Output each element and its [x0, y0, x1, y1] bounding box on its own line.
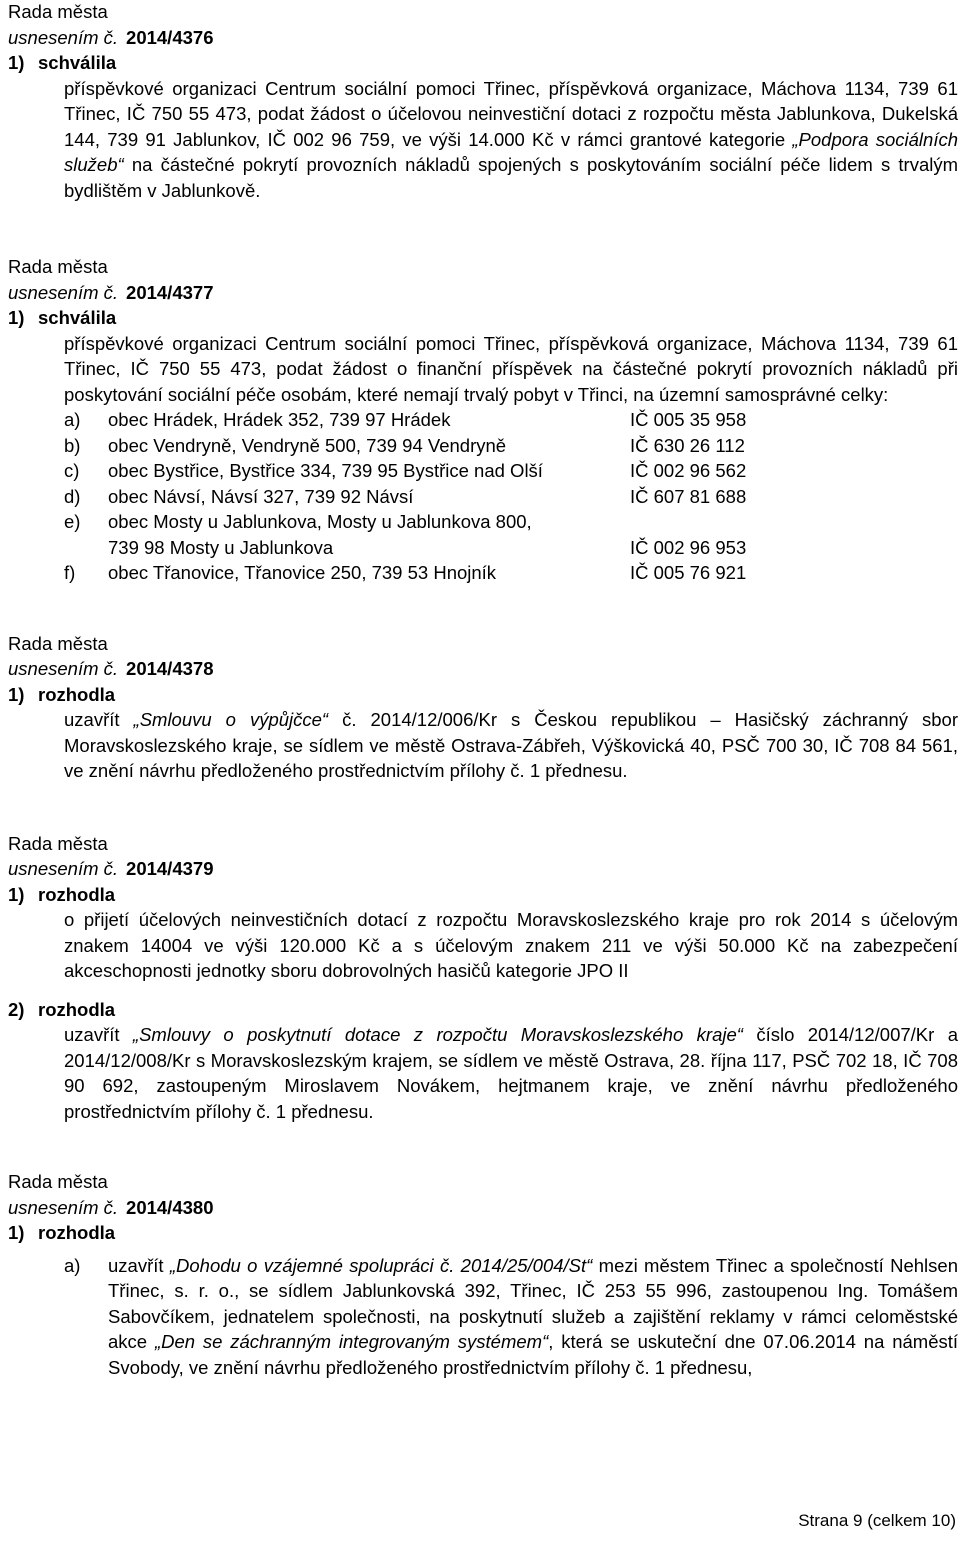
- item-number: 1): [8, 307, 25, 328]
- item-number: 1): [8, 1222, 25, 1243]
- action-heading: [8, 997, 958, 1023]
- resolution-text: příspěvkové organizaci Centrum sociální pomoci Třinec, příspěvková organizace, Máchova 1134, 739 61 Třinec, IČ 750 55 473, podat žádost o finanční příspěvek na částečné pokrytí provozních nákladů při poskytování sociální péče osobám, které nemají trvalý pobyt v Třinci, na územní samosprávné celky:: [64, 332, 958, 405]
- action-verb: schválila: [38, 52, 117, 73]
- grant-category-title: „Podpora sociálních služeb“: [64, 128, 958, 175]
- resolution-block: [8, 1169, 958, 1380]
- item-number: 1): [8, 683, 25, 705]
- page-footer: Strana 9 (celkem 10): [798, 1511, 956, 1530]
- municipality-ic: IČ 630 26 112: [630, 434, 745, 456]
- resolution-block: [8, 631, 958, 784]
- text-part: uzavřít: [64, 1024, 133, 1045]
- text-part: na částečné pokrytí provozních nákladů spojených s poskytováním sociální péče lidem s trvalým bydlištěm v Jablunkově.: [64, 154, 958, 201]
- resolution-number: 2014/4376: [126, 26, 214, 48]
- municipality-ic: IČ 002 96 953: [630, 536, 747, 558]
- resolution-header: [8, 656, 958, 682]
- item-number: 1): [8, 52, 25, 73]
- municipality-ic: IČ 607 81 688: [630, 485, 747, 507]
- list-item: [64, 484, 958, 510]
- council-label: Rada města: [8, 832, 108, 854]
- action-heading: [8, 305, 958, 331]
- list-item: [64, 433, 958, 459]
- municipality-address: obec Hrádek, Hrádek 352, 739 97 Hrádek: [108, 409, 451, 430]
- municipality-ic: IČ 005 35 958: [630, 409, 747, 430]
- action-verb: rozhodla: [38, 883, 116, 905]
- resolution-label: usnesením č.: [8, 658, 119, 679]
- sub-item: [8, 1253, 958, 1381]
- action-heading: [8, 682, 958, 708]
- council-label: Rada města: [8, 632, 108, 654]
- resolution-header: [8, 1195, 958, 1221]
- list-marker: e): [64, 511, 81, 532]
- list-marker: d): [64, 485, 81, 507]
- text-part: mezi městem Třinec a společností Nehlsen Třinec, s. r. o., se sídlem Jablunkovská 392, Třinec, IČ 253 55 996, zastoupenou Ing. Tomášem Sabovčíkem, jednatelem společnosti, na poskytnutí služeb a zajištění reklamy v rámci celoměstské akce: [108, 1254, 958, 1352]
- resolution-number: 2014/4378: [126, 658, 214, 679]
- item-number: 2): [8, 998, 25, 1020]
- address-line: 739 98 Mosty u Jablunkova: [108, 536, 334, 558]
- text-part: příspěvkové organizaci Centrum sociální pomoci Třinec, příspěvková organizace, Máchova 1134, 739 61 Třinec, IČ 750 55 473, podat žádost o účelovou neinvestiční dotaci z rozpočtu města Jablunkova, Dukelská 144, 739 91 Jablunkov, IČ 002 96 759, ve výši 14.000 Kč v rámci grantové kategorie: [64, 77, 958, 150]
- agreement-title: „Dohodu o vzájemné spolupráci č. 2014/25/004/St“: [169, 1254, 593, 1276]
- council-label: Rada města: [8, 1171, 108, 1192]
- item-number: 1): [8, 883, 25, 905]
- list-marker: c): [64, 460, 80, 481]
- resolution-label: usnesením č.: [8, 858, 119, 879]
- action-verb: schválila: [38, 307, 117, 328]
- resolution-number: 2014/4380: [126, 1196, 214, 1218]
- action-verb: rozhodla: [38, 1222, 116, 1243]
- action-heading: [8, 882, 958, 908]
- resolution-label: usnesením č.: [8, 26, 119, 48]
- resolution-header: [8, 25, 958, 51]
- list-marker: a): [64, 409, 81, 430]
- text-part: uzavřít: [64, 709, 134, 730]
- municipality-ic: IČ 005 76 921: [630, 562, 747, 583]
- contract-title: „Smlouvu o výpůjčce“: [133, 709, 329, 730]
- contract-title: „Smlouvy o poskytnutí dotace z rozpočtu Moravskoslezského kraje“: [132, 1024, 743, 1045]
- action-heading: [8, 1220, 958, 1246]
- list-item: [64, 458, 958, 484]
- list-marker: b): [64, 434, 81, 456]
- council-label: Rada města: [8, 256, 108, 277]
- list-item: [64, 509, 958, 560]
- text-part: uzavřít: [108, 1254, 170, 1276]
- resolution-block: [8, 254, 958, 586]
- action-verb: rozhodla: [38, 998, 116, 1020]
- municipality-address: obec Návsí, Návsí 327, 739 92 Návsí: [108, 485, 414, 507]
- action-heading: [8, 50, 958, 76]
- council-label: Rada města: [8, 1, 108, 22]
- list-item: [64, 560, 958, 586]
- list-marker: a): [64, 1254, 81, 1276]
- resolution-header: [8, 280, 958, 306]
- municipality-list: [64, 407, 958, 586]
- municipality-address: obec Bystřice, Bystřice 334, 739 95 Bystřice nad Olší: [108, 460, 543, 481]
- event-title: „Den se záchranným integrovaným systémem“: [154, 1331, 549, 1352]
- resolution-text: [64, 1022, 958, 1124]
- text-part: číslo 2014/12/007/Kr a 2014/12/008/Kr s Moravskoslezským krajem, se sídlem ve městě Ostrava, 28. října 117, PSČ 702 18, IČ 708 90 692, zastoupeným Miroslavem Novákem, hejtmanem kraje, ve znění návrhu předloženého prostřednictvím přílohy č. 1 přednesu.: [64, 1024, 958, 1122]
- resolution-number: 2014/4377: [126, 281, 214, 303]
- resolution-text: [64, 707, 958, 784]
- list-item: [64, 407, 958, 433]
- action-verb: rozhodla: [38, 683, 116, 705]
- list-marker: f): [64, 562, 76, 583]
- text-part: č. 2014/12/006/Kr s Českou republikou – Hasičský záchranný sbor Moravskoslezského kraje, se sídlem ve městě Ostrava-Zábřeh, Výškovická 40, PSČ 700 30, IČ 708 84 561, ve znění návrhu předloženého prostřednictvím přílohy č. 1 přednesu.: [64, 709, 959, 781]
- resolution-text: [108, 1253, 958, 1381]
- municipality-address: [108, 509, 638, 560]
- resolution-number: 2014/4379: [126, 858, 214, 879]
- resolution-text: [64, 76, 958, 204]
- address-line: obec Mosty u Jablunkova, Mosty u Jablunkova 800,: [108, 511, 532, 532]
- municipality-address: obec Třanovice, Třanovice 250, 739 53 Hnojník: [108, 562, 497, 583]
- resolution-label: usnesením č.: [8, 1196, 119, 1218]
- document-page: [8, 0, 958, 1380]
- resolution-block: [8, 0, 958, 203]
- resolution-header: [8, 856, 958, 882]
- resolution-text: o přijetí účelových neinvestičních dotací z rozpočtu Moravskoslezského kraje pro rok 2014 s účelovým znakem 14004 ve výši 120.000 Kč a s účelovým znakem 211 ve výši 50.000 Kč na zabezpečení akceschopnosti jednotky sboru dobrovolných hasičů kategorie JPO II: [64, 909, 958, 981]
- resolution-label: usnesením č.: [8, 281, 119, 303]
- resolution-block: [8, 831, 958, 1125]
- municipality-address: obec Vendryně, Vendryně 500, 739 94 Vendryně: [108, 434, 507, 456]
- municipality-ic: IČ 002 96 562: [630, 460, 747, 481]
- text-part: , která se uskuteční dne 07.06.2014 na náměstí Svobody, ve znění návrhu předloženého prostřednictvím přílohy č. 1 přednesu,: [108, 1331, 959, 1378]
